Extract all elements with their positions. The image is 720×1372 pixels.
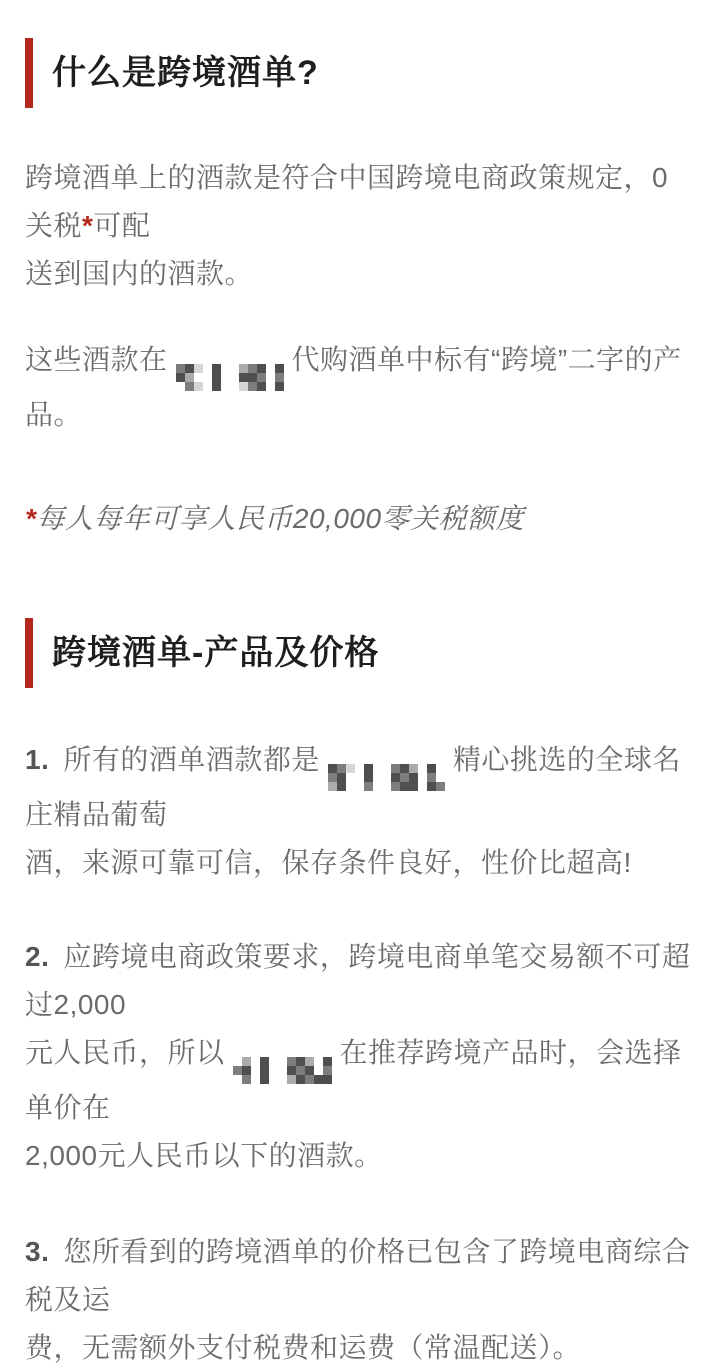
paragraph-text: 送到国内的酒款。 xyxy=(25,258,254,289)
paragraph-text: 元人民币，所以 xyxy=(25,1037,225,1068)
paragraph-text: 代购酒单中标有“跨境”二字的产品。 xyxy=(25,344,682,430)
paragraph-text: 您所看到的跨境酒单的价格已包含了跨境电商综合税及运 xyxy=(25,1236,691,1315)
paragraph-text: 这些酒款在 xyxy=(25,344,168,375)
paragraph-text: 2,000元人民币以下的酒款。 xyxy=(25,1140,383,1171)
redacted-brand-mosaic xyxy=(233,1057,332,1084)
list-item-3 xyxy=(25,1228,695,1372)
list-number: 2. xyxy=(25,941,50,972)
heading-text: 跨境酒单-产品及价格 xyxy=(52,634,380,672)
section-heading-what-is-cross-border-wine-list xyxy=(25,38,695,108)
list-number: 3. xyxy=(25,1236,50,1267)
paragraph-zero-tariff xyxy=(25,154,695,298)
paragraph-text: 跨境酒单上的酒款是符合中国跨境电商政策规定，0关税 xyxy=(25,162,669,241)
paragraph-text: 在推荐跨境产品时，会选择单价在 xyxy=(25,1037,682,1123)
paragraph-text: 可配 xyxy=(93,210,151,241)
list-item-1 xyxy=(25,736,695,887)
paragraph-text: 酒，来源可靠可信，保存条件良好，性价比超高! xyxy=(25,847,632,878)
heading-text: 什么是跨境酒单? xyxy=(52,54,319,92)
footnote-tariff-quota xyxy=(25,495,695,543)
paragraph-text: 应跨境电商政策要求，跨境电商单笔交易额不可超过2,000 xyxy=(25,941,691,1020)
footnote-asterisk: * xyxy=(82,210,94,241)
redacted-brand-mosaic xyxy=(176,364,284,391)
paragraph-labeled-products xyxy=(25,336,695,439)
paragraph-text: 精心挑选的全球名庄精品葡萄 xyxy=(25,744,681,830)
list-number: 1. xyxy=(25,744,50,775)
list-item-2 xyxy=(25,933,695,1180)
section-heading-products-and-prices xyxy=(25,618,695,688)
paragraph-text: 所有的酒单酒款都是 xyxy=(63,744,320,775)
paragraph-text: 费，无需额外支付税费和运费（常温配送）。 xyxy=(25,1332,582,1363)
footnote-text: 每人每年可享人民币20,000零关税额度 xyxy=(36,503,525,534)
footnote-asterisk: * xyxy=(25,503,37,534)
redacted-brand-mosaic xyxy=(328,764,445,791)
